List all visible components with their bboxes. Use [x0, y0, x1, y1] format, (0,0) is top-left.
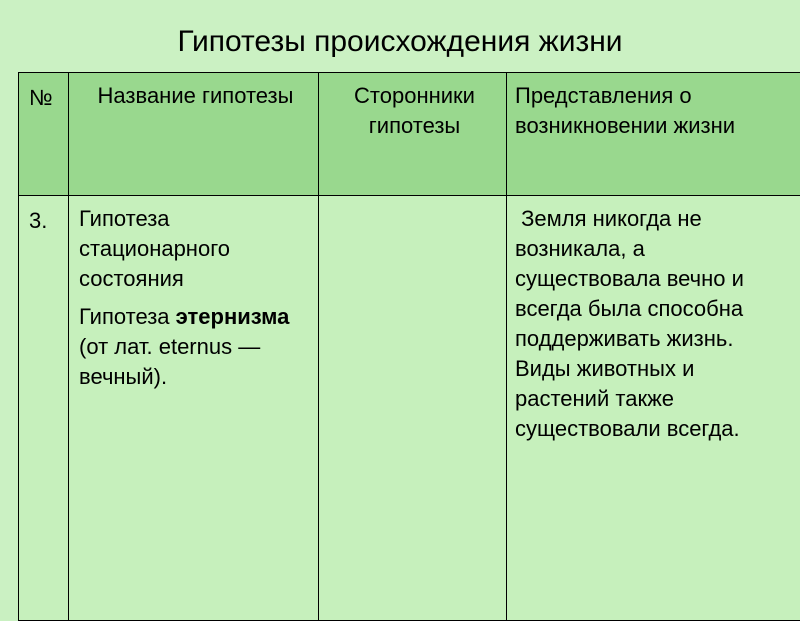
row-name-term: этернизма: [176, 304, 290, 329]
header-name: Название гипотезы: [69, 73, 319, 196]
row-supporters: [319, 196, 507, 621]
row-description: Земля никогда не возникала, а существовала вечно и всегда была способна поддерживать жизнь. Виды животных и растений также существовали всегда.: [507, 196, 800, 621]
header-description: Представления о возникновении жизни: [507, 73, 800, 196]
hypotheses-table: [18, 72, 800, 621]
row-number: 3.: [19, 196, 69, 621]
paragraph-gap: [79, 294, 312, 302]
table-row: [19, 196, 800, 621]
page-title: Гипотезы происхождения жизни: [0, 20, 800, 64]
header-number: №: [19, 73, 69, 196]
row-name-line1: Гипотеза стационарного состояния: [79, 204, 312, 294]
row-name-suffix: (от лат. eternus — вечный).: [79, 334, 260, 389]
row-name-cell: [69, 196, 319, 621]
row-name-line2: [79, 302, 312, 392]
row-name-prefix: Гипотеза: [79, 304, 176, 329]
header-supporters: Сторонники гипотезы: [319, 73, 507, 196]
table-header-row: [19, 73, 800, 196]
